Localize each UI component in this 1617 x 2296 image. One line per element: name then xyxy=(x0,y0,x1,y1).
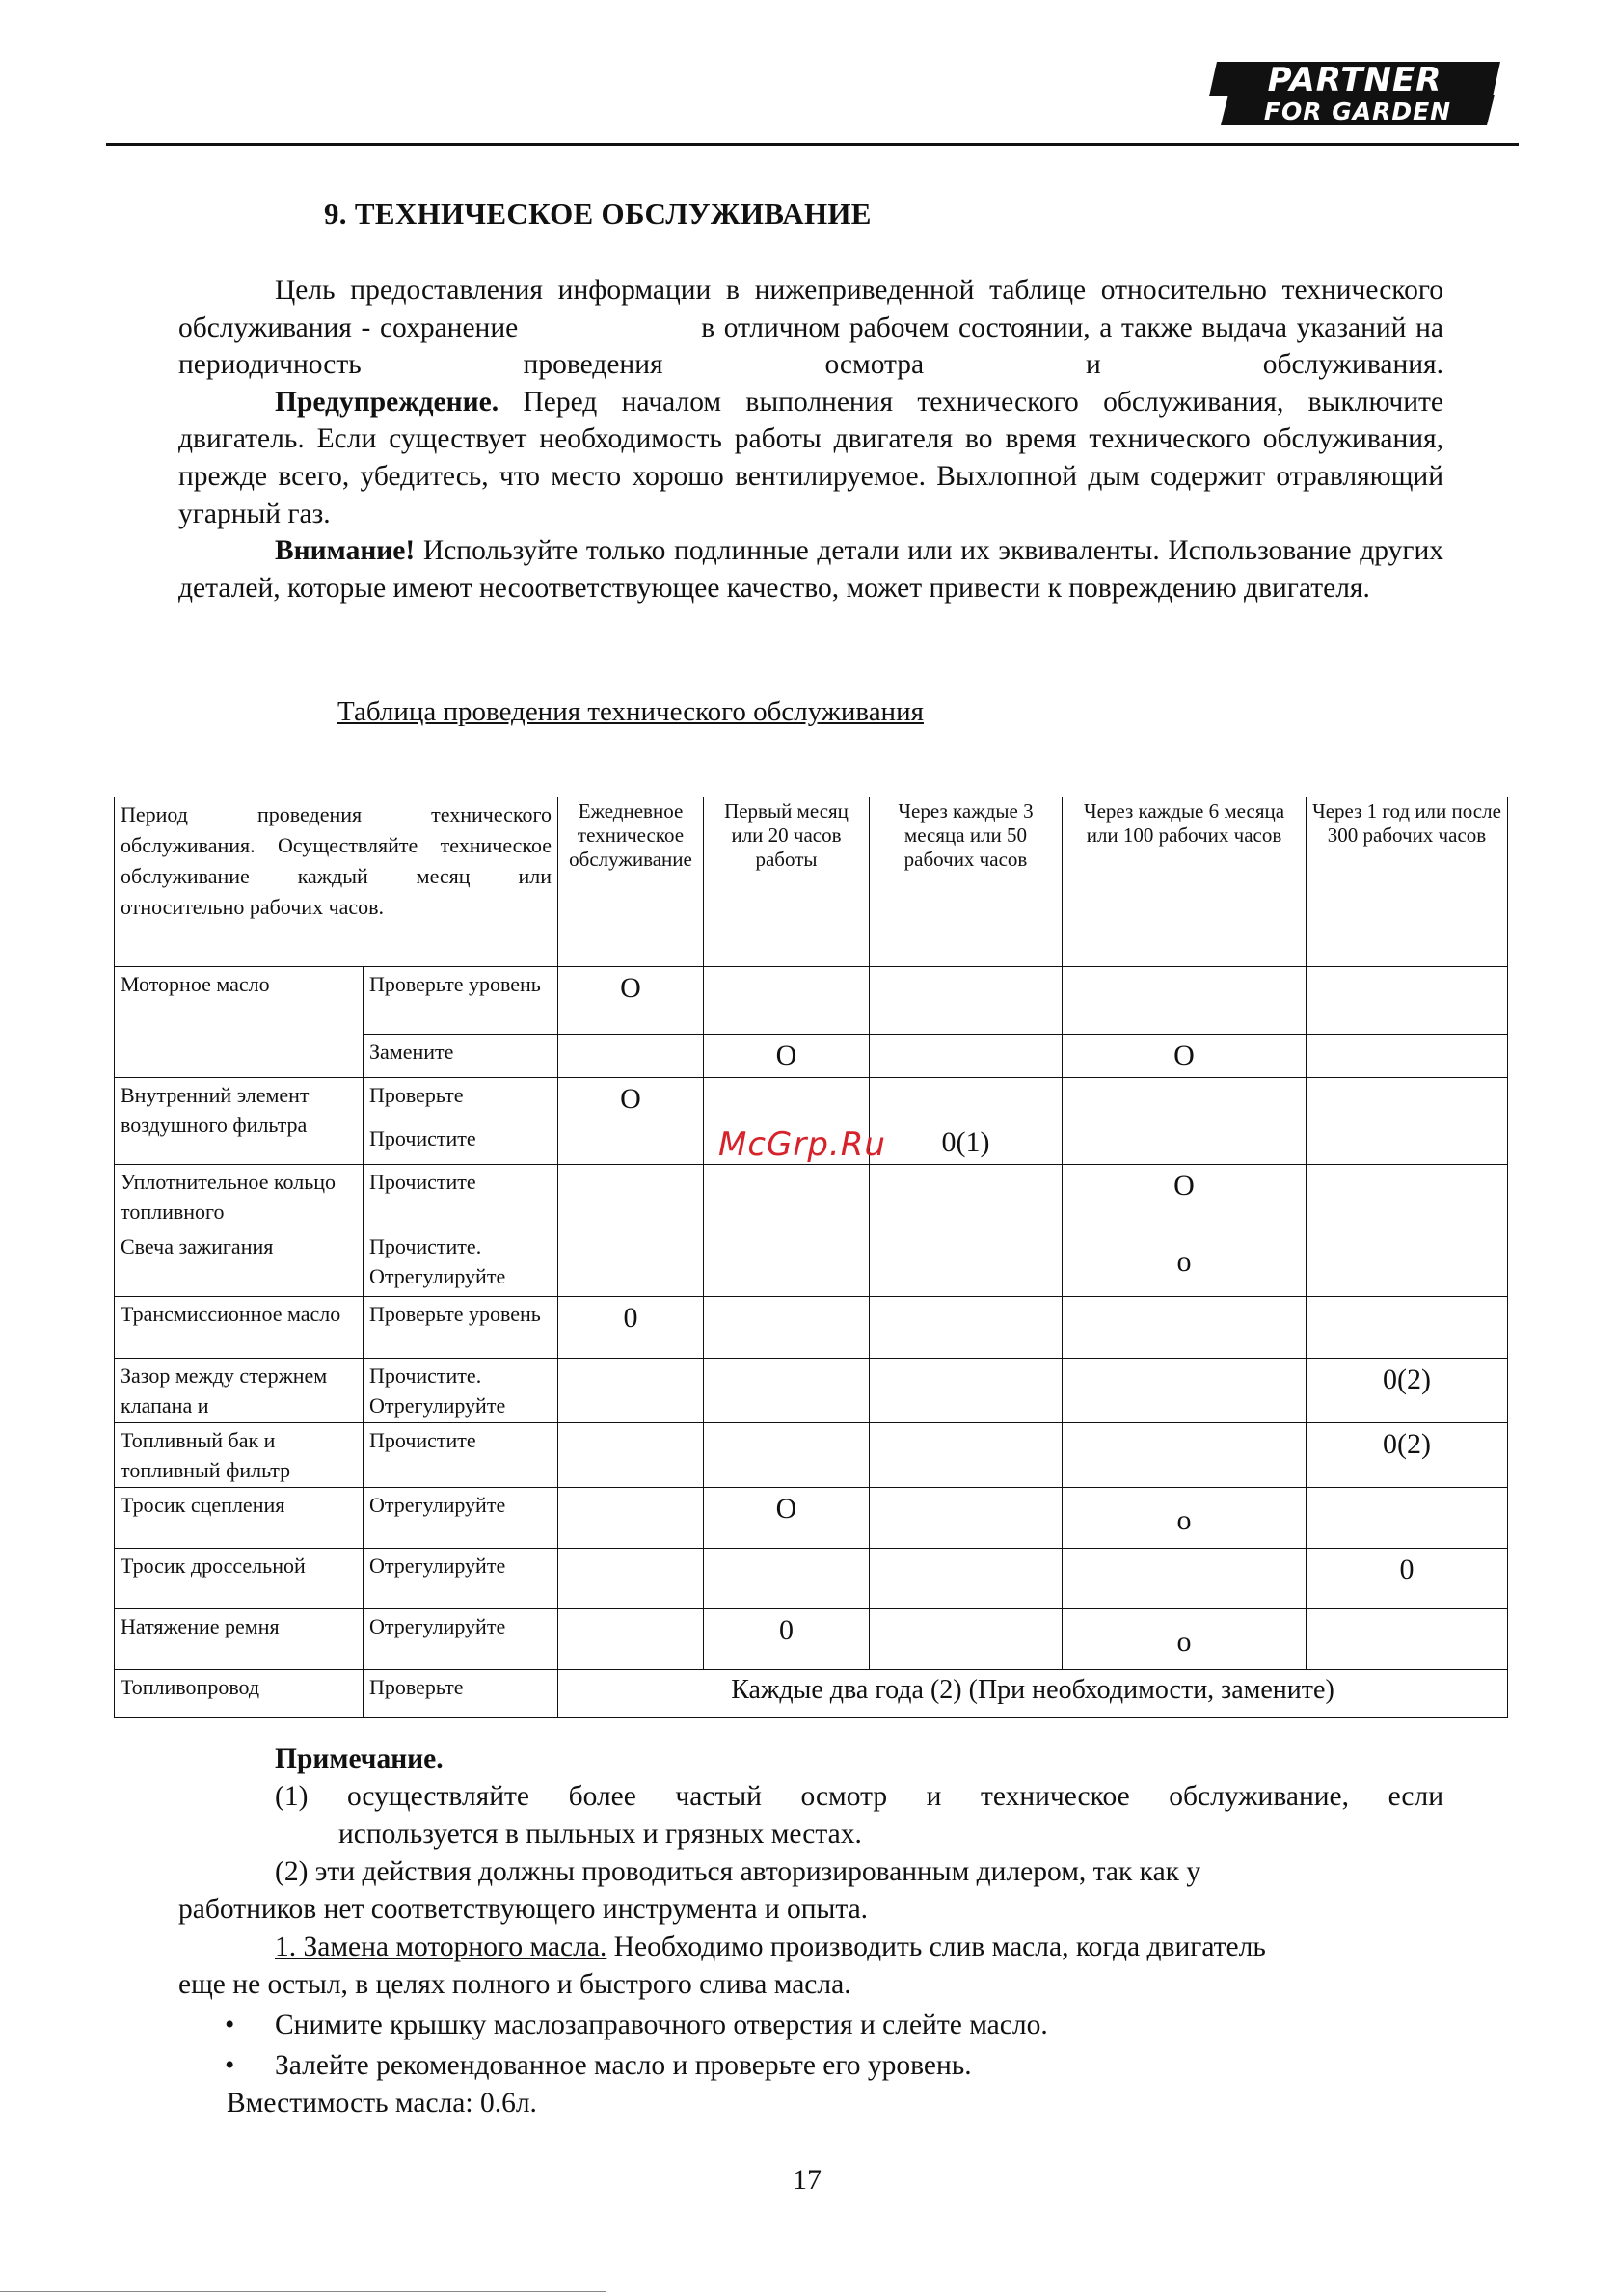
empty-cell xyxy=(870,967,1063,1035)
maintenance-table xyxy=(114,797,1508,1718)
table-row xyxy=(115,1229,1508,1297)
note-2-line-1: (2) эти действия должны проводиться авторизированным дилером, так как у xyxy=(275,1856,1201,1887)
header-1-year: Через 1 год или после 300 рабочих часов xyxy=(1307,797,1508,967)
intro-text-b: в отличном рабочем состоянии, а также выдача указаний на периодичность проведения осмотра и обслуживания. xyxy=(178,311,1443,381)
empty-cell xyxy=(1307,1165,1508,1229)
watermark: McGrp.Ru xyxy=(718,1125,886,1164)
table-row xyxy=(115,1423,1508,1488)
table-row xyxy=(115,1549,1508,1609)
intro-paragraph xyxy=(178,272,1443,384)
empty-cell xyxy=(870,1488,1063,1549)
table-row xyxy=(115,1609,1508,1670)
empty-cell xyxy=(558,1035,704,1078)
warning-paragraph xyxy=(178,384,1443,532)
empty-cell xyxy=(558,1229,704,1297)
mark-cell: O xyxy=(704,1035,870,1078)
notes-title: Примечание. xyxy=(275,1743,444,1774)
empty-cell xyxy=(1063,1423,1307,1488)
part-fuel-tank: Топливный бак и топливный фильтр xyxy=(115,1423,364,1488)
action-cell: Проверьте xyxy=(364,1670,558,1718)
empty-cell xyxy=(704,967,870,1035)
empty-cell xyxy=(704,1165,870,1229)
empty-cell xyxy=(1307,1121,1508,1165)
part-fuel-seal: Уплотнительное кольцо топливного xyxy=(115,1165,364,1229)
note-1-line-1: (1) осуществляйте более частый осмотр и техническое обслуживание, если xyxy=(275,1781,1443,1812)
empty-cell xyxy=(1307,1035,1508,1078)
bullet-icon: • xyxy=(225,2010,235,2040)
empty-cell xyxy=(558,1165,704,1229)
empty-cell xyxy=(704,1229,870,1297)
empty-cell xyxy=(870,1609,1063,1670)
empty-cell xyxy=(870,1359,1063,1423)
empty-cell xyxy=(1063,1549,1307,1609)
warning-label: Предупреждение. xyxy=(275,386,499,418)
part-valve-clearance: Зазор между стержнем клапана и xyxy=(115,1359,364,1423)
empty-cell xyxy=(1063,1297,1307,1359)
intro-text xyxy=(178,272,1443,607)
empty-cell xyxy=(704,1297,870,1359)
section-title: 9. ТЕХНИЧЕСКОЕ ОБСЛУЖИВАНИЕ xyxy=(324,197,872,230)
action-cell: Прочистите xyxy=(364,1423,558,1488)
header-first-month: Первый месяц или 20 часов работы xyxy=(704,797,870,967)
mark-cell: O xyxy=(1063,1035,1307,1078)
list-item xyxy=(178,2047,1443,2085)
empty-cell xyxy=(558,1549,704,1609)
part-belt-tension: Натяжение ремня xyxy=(115,1609,364,1670)
action-cell: Проверьте уровень xyxy=(364,1297,558,1359)
empty-cell xyxy=(558,1609,704,1670)
mark-cell: O xyxy=(558,1078,704,1121)
oil-change-title: 1. Замена моторного масла. xyxy=(275,1931,607,1962)
mark-cell: O xyxy=(704,1488,870,1549)
empty-cell xyxy=(704,1078,870,1121)
mark-cell: 0 xyxy=(558,1297,704,1359)
mark-cell: o xyxy=(1063,1229,1307,1297)
logo-line1: PARTNER xyxy=(1267,61,1442,99)
empty-cell xyxy=(1307,1078,1508,1121)
action-cell: Замените xyxy=(364,1035,558,1078)
bullet-text: Залейте рекомендованное масло и проверьте его уровень. xyxy=(275,2050,972,2081)
bullet-text: Снимите крышку маслозаправочного отверстия и слейте масло. xyxy=(275,2010,1048,2040)
attention-text: Используйте только подлинные детали или их эквиваленты. Использование других деталей, которые имеют несоответствующее качество, может привести к повреждению двигателя. xyxy=(178,535,1443,604)
empty-cell xyxy=(1063,1359,1307,1423)
header-period: Период проведения технического обслуживания. Осуществляйте техническое обслуживание каждый месяц или относительно рабочих часов. xyxy=(115,797,558,967)
part-air-filter: Внутренний элемент воздушного фильтра xyxy=(115,1078,364,1165)
mark-cell: 0 xyxy=(1307,1549,1508,1609)
mark-cell: 0(2) xyxy=(1307,1423,1508,1488)
empty-cell xyxy=(870,1078,1063,1121)
table-header-row xyxy=(115,797,1508,967)
oil-change-line-2: еще не остыл, в целях полного и быстрого слива масла. xyxy=(178,1969,851,2000)
empty-cell xyxy=(870,1549,1063,1609)
empty-cell xyxy=(870,1035,1063,1078)
intro-text-a: Цель предоставления информации в нижеприведенной таблице относительно технического обслуживания - сохранение xyxy=(178,275,1443,343)
table-row xyxy=(115,1488,1508,1549)
action-cell: Прочистите. Отрегулируйте xyxy=(364,1229,558,1297)
empty-cell xyxy=(870,1229,1063,1297)
mark-cell: o xyxy=(1063,1609,1307,1670)
page-number: 17 xyxy=(793,2164,822,2196)
oil-change-line-1 xyxy=(178,1929,1443,1966)
part-fuel-line: Топливопровод xyxy=(115,1670,364,1718)
mark-cell: 0(1) xyxy=(870,1121,1063,1165)
mark-cell: 0(2) xyxy=(1307,1359,1508,1423)
empty-cell xyxy=(870,1297,1063,1359)
empty-cell xyxy=(558,1121,704,1165)
table-row xyxy=(115,1297,1508,1359)
mark-cell: O xyxy=(558,967,704,1035)
empty-cell xyxy=(558,1423,704,1488)
empty-cell xyxy=(1063,1121,1307,1165)
bottom-rule xyxy=(0,2291,606,2292)
partner-for-garden-logo xyxy=(1205,58,1504,127)
part-throttle-cable: Тросик дроссельной xyxy=(115,1549,364,1609)
header-daily: Ежедневное техническое обслуживание xyxy=(558,797,704,967)
table-row xyxy=(115,1670,1508,1718)
note-1-line-2: используется в пыльных и грязных местах. xyxy=(338,1819,862,1850)
action-cell: Прочистите. Отрегулируйте xyxy=(364,1359,558,1423)
part-clutch-cable: Тросик сцепления xyxy=(115,1488,364,1549)
empty-cell xyxy=(558,1488,704,1549)
empty-cell xyxy=(1307,1229,1508,1297)
empty-cell xyxy=(1307,967,1508,1035)
empty-cell xyxy=(704,1549,870,1609)
empty-cell xyxy=(1307,1488,1508,1549)
table-row xyxy=(115,1078,1508,1121)
action-cell: Прочистите xyxy=(364,1121,558,1165)
action-cell: Прочистите xyxy=(364,1165,558,1229)
action-cell: Проверьте уровень xyxy=(364,967,558,1035)
empty-cell xyxy=(704,1423,870,1488)
oil-capacity: Вместимость масла: 0.6л. xyxy=(227,2088,537,2119)
oil-change-text: Необходимо производить слив масла, когда двигатель xyxy=(606,1931,1266,1962)
part-engine-oil: Моторное масло xyxy=(115,967,364,1078)
part-transmission-oil: Трансмиссионное масло xyxy=(115,1297,364,1359)
note-2-line-2: работников нет соответствующего инструмента и опыта. xyxy=(178,1894,869,1925)
header-6-months: Через каждые 6 месяца или 100 рабочих часов xyxy=(1063,797,1307,967)
action-cell: Отрегулируйте xyxy=(364,1549,558,1609)
empty-cell xyxy=(1307,1609,1508,1670)
table-caption: Таблица проведения технического обслуживания xyxy=(337,696,924,727)
header-3-months: Через каждые 3 месяца или 50 рабочих часов xyxy=(870,797,1063,967)
table-row xyxy=(115,1165,1508,1229)
action-cell: Отрегулируйте xyxy=(364,1609,558,1670)
mark-cell: O xyxy=(1063,1165,1307,1229)
logo-line2: FOR GARDEN xyxy=(1263,97,1452,125)
notes-section xyxy=(178,1741,1443,2122)
fuel-line-note: Каждые два года (2) (При необходимости, замените) xyxy=(558,1670,1508,1718)
table-row xyxy=(115,967,1508,1035)
warning-text: Перед началом выполнения технического обслуживания, выключите двигатель. Если существует необходимость работы двигателя во время технического обслуживания, прежде всего, убедитесь, что место хорошо вентилируемое. Выхлопной дым содержит отравляющий угарный газ. xyxy=(178,386,1443,529)
list-item xyxy=(178,2007,1443,2044)
empty-cell xyxy=(870,1165,1063,1229)
table-row xyxy=(115,1359,1508,1423)
action-cell: Проверьте xyxy=(364,1078,558,1121)
attention-paragraph xyxy=(178,532,1443,607)
empty-cell xyxy=(1307,1297,1508,1359)
header-rule xyxy=(106,143,1519,146)
mark-cell: o xyxy=(1063,1488,1307,1549)
empty-cell xyxy=(1063,1078,1307,1121)
empty-cell xyxy=(1063,967,1307,1035)
part-spark-plug: Свеча зажигания xyxy=(115,1229,364,1297)
empty-cell xyxy=(558,1359,704,1423)
bullet-icon: • xyxy=(225,2050,235,2081)
attention-label: Внимание! xyxy=(275,535,416,567)
empty-cell xyxy=(870,1423,1063,1488)
empty-cell xyxy=(704,1359,870,1423)
action-cell: Отрегулируйте xyxy=(364,1488,558,1549)
mark-cell: 0 xyxy=(704,1609,870,1670)
